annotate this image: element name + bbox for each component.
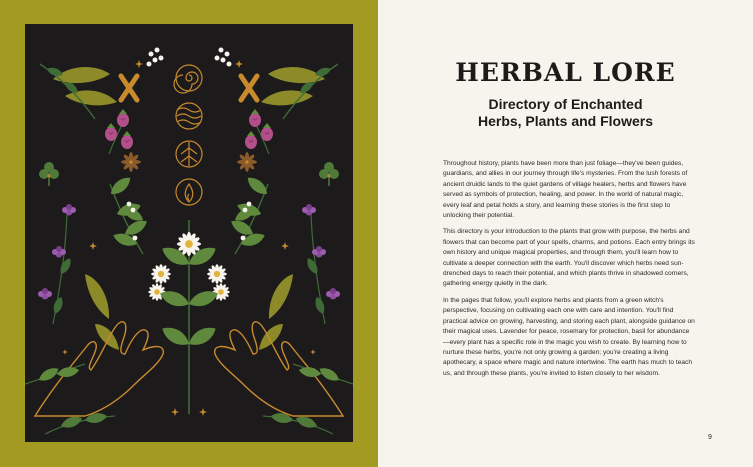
central-stem (158, 220, 220, 414)
botanical-illustration-svg (25, 24, 353, 442)
paragraph-3: In the pages that follow, you'll explore herbs and plants from a green witch's perspective, focusing on cultivating each one with care and intention. You'll find practical advice on growing, harvesting, and storing each plant, alongside guidance on their magical uses. Lavender for peace, rosemary for protection, basil for abundance—every plant has a specific role in the magic you wish to create. By learning how to nurture these herbs, you're not only growing a garden; you're creating a living apothecary, a space where magic and nature intertwine. The earth has much to teach us, and through these plants, you're invited to listen closely to her wisdom. (443, 296, 695, 377)
subtitle-line-2: Herbs, Plants and Flowers (477, 113, 654, 129)
illustration-right-half (199, 60, 353, 434)
moon-phase-icon (147, 48, 232, 206)
botanical-illustration (25, 24, 353, 442)
page-title: HERBAL LORE (455, 58, 676, 87)
subtitle-line-1: Directory of Enchanted (488, 96, 643, 112)
page-subtitle (378, 96, 753, 130)
body-text (443, 159, 695, 385)
right-page (378, 0, 753, 467)
paragraph-1: Throughout history, plants have been more than just foliage—they've been guides, guardians, and allies in our journey through life's mysteries. From the lush forests of ancient druidic lands to the quiet gardens of village healers, herbs and flowers have served as symbols of protection, healing, and power. In the world of natural magic, every leaf and petal holds a story, and learning these stories is the first step to unlocking their potential. (443, 160, 688, 220)
page-number: 9 (708, 434, 712, 441)
paragraph-2: This directory is your introduction to the plants that grow with purpose, the herbs and flowers that can become part of your spells, charms, and potions. Each entry brings its own history and unique magical properties, and through them, you'll learn how to cultivate a deeper connection with the earth. You'll discover which herbs need sun-drenched days to reach their potential, and which plants thrive in shadowed corners, gathering energy quietly in the dark. (443, 228, 695, 288)
illustration-left-half (25, 60, 179, 434)
